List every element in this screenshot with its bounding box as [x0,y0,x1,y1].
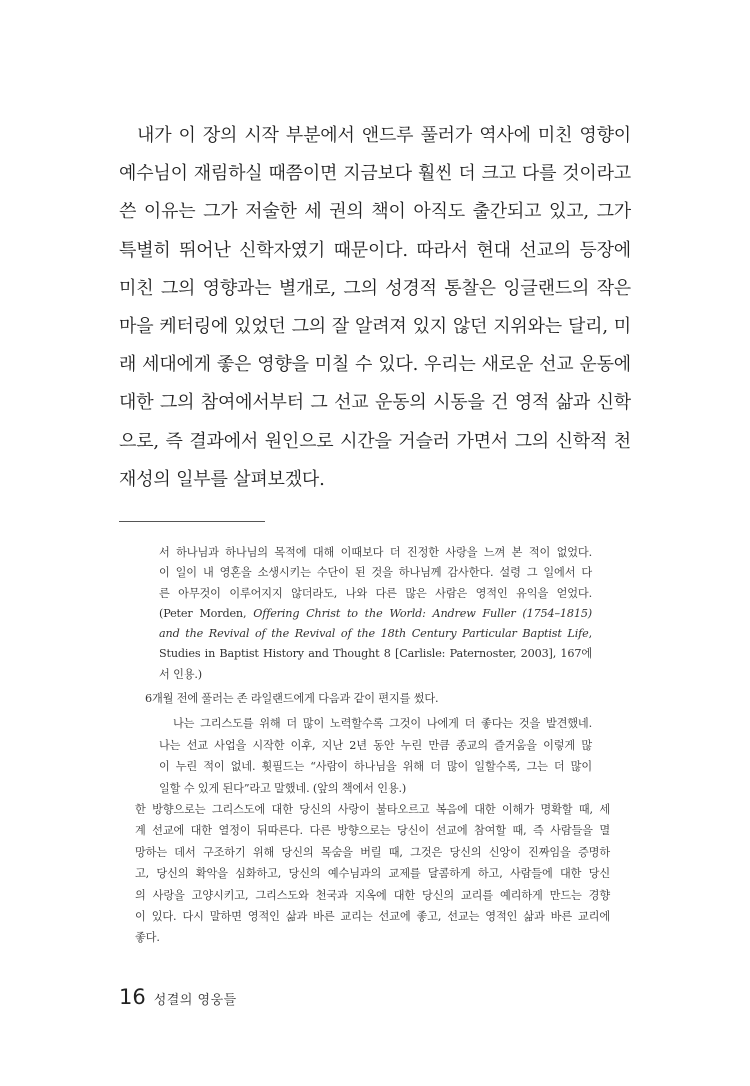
citation-book-subtitle: and the Revival of the Revival of the 18th Century Particular Baptist Life [159,627,589,641]
citation-text: (Peter Morden, [159,606,254,620]
body-line: 대한 그의 참여에서부터 그 선교 운동의 시동을 건 영적 삶과 신학 [119,392,631,414]
running-title: 성결의 영웅들 [153,993,237,1008]
body-line: 래 세대에게 좋은 영향을 미칠 수 있다. 우리는 새로운 선교 운동에 [119,354,631,376]
footnote-line: 나는 선교 사업을 시작한 이후, 지난 2년 동안 누린 만큼 종교의 즐거움을 이렇게 많 [159,738,592,752]
footnote-line: 좋다. [135,931,160,945]
body-line: 쓴 이유는 그가 저술한 세 권의 책이 아직도 출간되고 있고, 그가 [119,201,631,223]
footnote-quote [159,543,592,685]
body-line: 미친 그의 영향과는 별개로, 그의 성경적 통찰은 잉글랜드의 작은 [119,277,631,299]
footnote-line: 일할 수 있게 된다”라고 말했네. (앞의 책에서 인용.) [159,781,407,795]
footnote-line: 망하는 데서 구조하기 위해 당신의 목숨을 버릴 때, 그것은 당신의 신앙이 진짜임을 증명하 [135,845,610,859]
footnote-separator [119,521,265,522]
citation-line [159,624,592,644]
footnote-line: 이 누린 적이 없네. 휫필드는 “사람이 하나님을 위해 더 많이 일할수록, 그는 더 많이 [159,760,592,774]
footnote-line: 나는 그리스도를 위해 더 많이 노력할수록 그것이 나에게 더 좋다는 것을 발견했네. [173,717,592,730]
footnote-line: 른 아무것이 이루어지지 않더라도, 나와 다른 많은 사람은 영적인 유익을 얻었다. [159,586,592,600]
page-footer [119,985,237,1015]
footnote-line: 고, 당신의 확악을 심화하고, 당신의 예수님과의 교제를 달콤하게 하고, 사람들에 대한 당신 [135,867,610,881]
body-line: 마을 케터링에 있었던 그의 잘 알려져 있지 않던 지위와는 달리, 미 [119,315,631,337]
footnote-line: 서 하나님과 하나님의 목적에 대해 이때보다 더 진정한 사랑을 느껴 본 적이 없었다. [159,546,592,559]
footnote-paragraph [135,799,610,949]
body-line: 예수님이 재림하실 때쯤이면 지금보다 훨씬 더 크고 다를 것이라고 [119,163,631,185]
body-line: 특별히 뛰어난 신학자였기 때문이다. 따라서 현대 선교의 등장에 [119,239,631,261]
footnote-line: 계 선교에 대한 열정이 뒤따른다. 다른 방향으로는 당신이 선교에 참여할 때, 즉 사람들을 멸 [135,824,610,838]
citation-text: , [588,627,592,641]
body-text [119,117,631,499]
citation-line: Studies in Baptist History and Thought 8 [Carlisle: Paternoster, 2003], 167에 [159,647,592,661]
page-number: 16 [119,985,146,1009]
citation-line: 서 인용.) [159,667,202,681]
body-line: 내가 이 장의 시작 부분에서 앤드루 풀러가 역사에 미친 영향이 [137,125,631,146]
footnote-line: 한 방향으로는 그리스도에 대한 당신의 사랑이 불타오르고 복음에 대한 이해가 명확할 때, 세 [135,803,610,816]
footnote-line: 이 있다. 다시 말하면 영적인 삶과 바른 교리는 선교에 좋고, 선교는 영적인 삶과 바른 교리에 [135,910,610,924]
footnote-intro: 6개월 전에 풀러는 존 라일랜드에게 다음과 같이 편지를 썼다. [145,692,439,705]
citation-book-title: Offering Christ to the World: Andrew Fuller (1754–1815) [253,606,593,620]
footnote-line: 의 사랑을 고양시키고, 그리스도와 천국과 지옥에 대한 당신의 교리를 예리하게 만드는 경향 [135,888,610,902]
footnote-letter-quote [159,713,592,799]
body-line: 재성의 일부를 살펴보겠다. [119,468,325,490]
body-line: 으로, 즉 결과에서 원인으로 시간을 거슬러 가면서 그의 신학적 천 [119,430,631,452]
citation-line [159,604,592,624]
footnote-line: 이 일이 내 영혼을 소생시키는 수단이 된 것을 하나님께 감사한다. 설령 그 일에서 다 [159,566,592,580]
